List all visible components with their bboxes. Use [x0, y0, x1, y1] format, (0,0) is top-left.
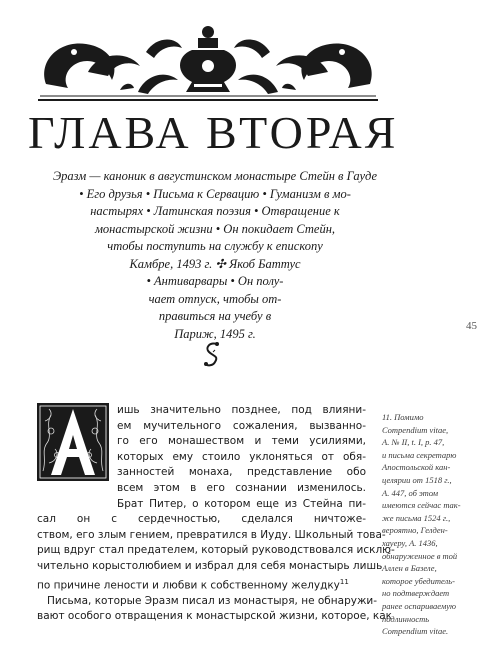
body-line: сал он с сердечностью, сделался ничтоже-	[37, 513, 366, 526]
body-line-text: по причине лености и любви к собственному желудку	[37, 579, 340, 592]
summary-line: • Его друзья • Письма к Сервацию • Гуманизм в мо-	[79, 186, 351, 201]
footnote-line: и письма секретарю	[382, 449, 457, 460]
summary-line: чтобы поступить на службу к епископу	[107, 239, 323, 253]
footnote-line: Compendium vitae.	[382, 626, 449, 637]
footnote-line: 11. Помимо	[382, 412, 424, 422]
footnote-line: Апостольской кан-	[382, 462, 451, 473]
footnote-line: хауеру, A. 1436,	[382, 537, 438, 548]
summary-line: Камбре, 1493 г. ✣ Якоб Баттус	[129, 256, 301, 271]
body-line: всем этом в его сознании изменилось.	[117, 481, 366, 494]
body-line: ишь значительно позднее, под влияни-	[117, 404, 366, 416]
body-line	[37, 575, 366, 594]
page-number: 45	[466, 320, 477, 332]
summary-line: Эразм — каноник в августинском монастыре Стейн в Гауде	[52, 169, 377, 183]
summary-line: Париж, 1495 г.	[174, 326, 256, 341]
footnote-line: обнаруженное в той	[382, 550, 458, 561]
body-line: чительно корыстолюбием и избрал для себя монастырь лишь	[37, 559, 383, 572]
footnote-line: вероятно, Гелден-	[382, 525, 448, 536]
fleuron-icon	[203, 340, 223, 370]
footnote-line: A. 447, об этом	[382, 487, 439, 498]
chapter-title: ГЛАВА ВТОРАЯ	[28, 107, 399, 158]
body-line: рищ вдруг стал предателем, который руководствовался исклю-	[37, 544, 395, 557]
summary-line: • Антиварвары • Он полу-	[146, 274, 284, 288]
footnote-ref: 11	[339, 577, 349, 586]
chapter-summary	[40, 168, 390, 343]
body-line: Брат Питер, о котором еще из Стейна пи-	[117, 497, 366, 510]
body-line: ством, его злым гением, превратился в Иуду. Школьный това-	[37, 528, 386, 541]
footnote-line: A. № II, t. I, p. 47,	[382, 437, 445, 448]
footnote-line: но подтверждает	[382, 588, 450, 599]
footnote-line: подлинность	[382, 613, 430, 624]
body-line: ем мучительного сожаления, вызванно-	[117, 419, 366, 432]
body-line: Письма, которые Эразм писал из монастыря, не обнаружи-	[47, 594, 378, 607]
footnote-line: которое убедитель-	[382, 575, 455, 586]
summary-line: чает отпуск, чтобы от-	[148, 291, 282, 306]
body-line: занностей монаха, представление обо	[117, 466, 366, 479]
footnote-line: имеются сейчас так-	[382, 500, 461, 511]
body-line: которых ему стоило уклоняться от обя-	[117, 450, 366, 463]
summary-line: настырях • Латинская поэзия • Отвращение к	[90, 204, 340, 218]
footnote-line: же письма 1524 г.,	[382, 512, 451, 523]
body-line: го его монашеством и теми усилиями,	[117, 435, 366, 448]
footnote-line: целярии от 1518 г.,	[382, 474, 452, 485]
headpiece-ornament-icon	[28, 22, 388, 104]
summary-line: правиться на учебу в	[158, 309, 272, 323]
footnote-line: Аллен в Базеле,	[382, 563, 437, 574]
footnote-line: Compendium vitae,	[382, 424, 449, 435]
body-text	[37, 403, 395, 625]
footnote-line: ранее оспариваемую	[382, 600, 457, 611]
footnote	[382, 411, 482, 638]
summary-line: монастырской жизни • Он покидает Стейн,	[94, 221, 336, 236]
body-line: вают особого отвращения к монастырской жизни, которое, как	[37, 610, 392, 623]
